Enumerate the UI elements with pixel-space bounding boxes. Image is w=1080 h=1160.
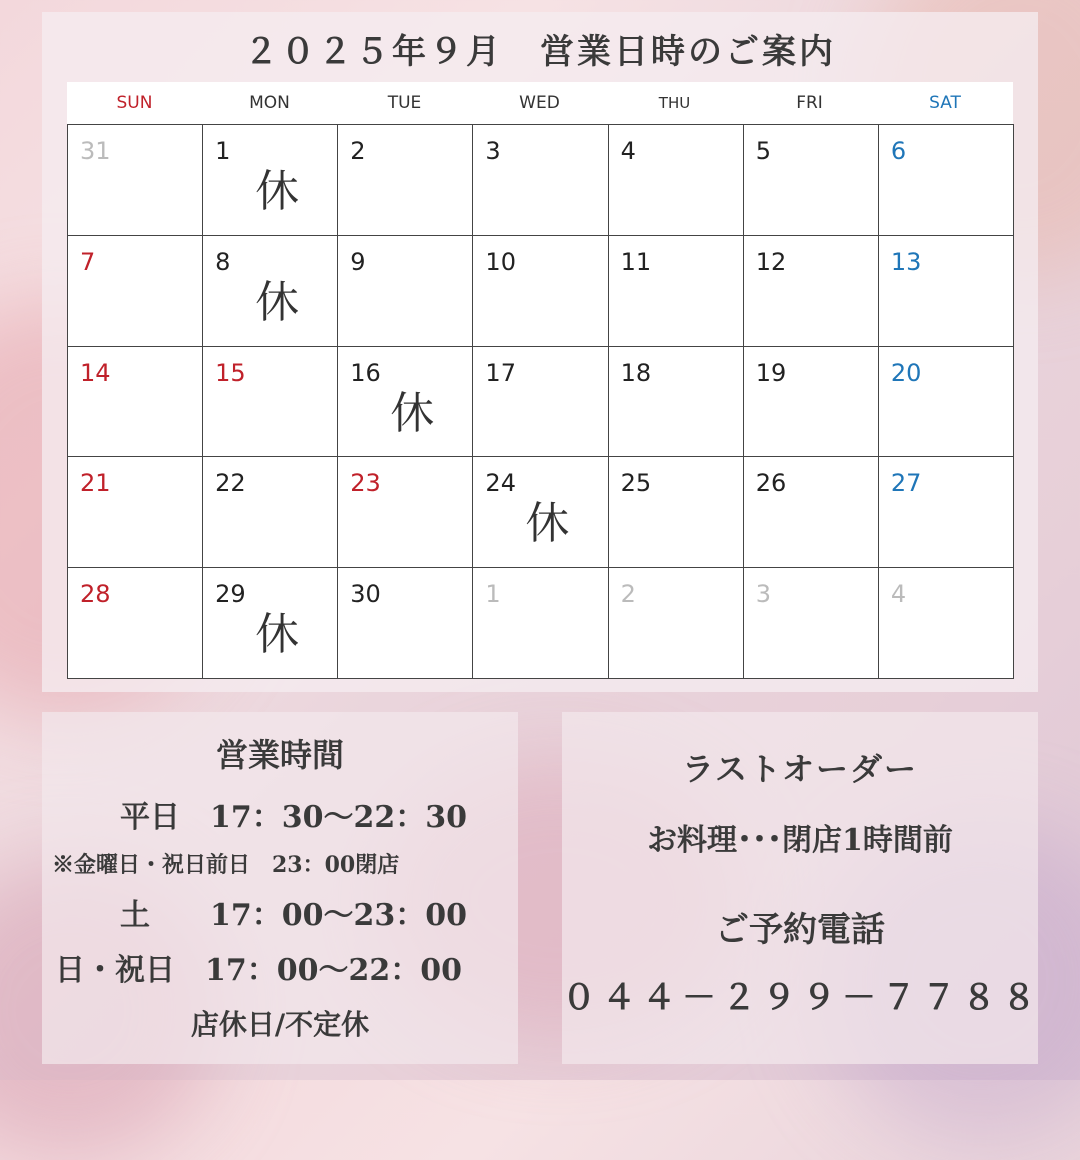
day-number: 2 <box>350 137 366 165</box>
weekday-wed: WED <box>519 93 560 113</box>
hours-note: ※金曜日・祝日前日 23：00閉店 <box>52 852 400 878</box>
calendar-day-cell <box>338 347 473 458</box>
closed-day-mark: 休 <box>255 609 300 661</box>
day-number: 28 <box>80 580 111 609</box>
calendar-day-cell <box>68 125 203 236</box>
day-number: 30 <box>350 580 381 609</box>
day-number: 21 <box>80 469 111 498</box>
day-number: 20 <box>890 358 922 387</box>
calendar-day-cell <box>473 125 608 236</box>
weekday-header <box>67 82 1013 124</box>
day-number: 6 <box>890 137 907 165</box>
calendar-day-cell <box>879 457 1014 568</box>
closed-day-mark: 休 <box>255 276 300 328</box>
day-number: 27 <box>890 469 922 498</box>
calendar-day-cell <box>609 125 744 236</box>
calendar-day-cell <box>879 347 1014 458</box>
calendar-day-cell <box>338 568 473 679</box>
calendar-day-cell <box>744 236 879 347</box>
day-number: 29 <box>215 580 246 609</box>
last-order-heading: ラストオーダー <box>681 750 919 788</box>
calendar-day-cell <box>609 457 744 568</box>
calendar-day-cell <box>609 347 744 458</box>
day-number: 23 <box>350 469 381 498</box>
day-number: 1 <box>215 137 231 165</box>
calendar-day-cell <box>203 347 338 458</box>
closed-day-mark: 休 <box>390 387 435 439</box>
calendar-day-cell <box>744 347 879 458</box>
day-number: 17 <box>485 358 516 387</box>
day-number: 26 <box>755 469 787 498</box>
calendar-grid <box>67 124 1014 679</box>
day-number: 8 <box>215 247 231 276</box>
calendar-day-cell <box>203 125 338 236</box>
day-number: 15 <box>215 358 246 387</box>
calendar-day-cell <box>609 568 744 679</box>
calendar-day-cell <box>68 347 203 458</box>
day-number: 3 <box>485 137 501 165</box>
calendar-day-cell <box>338 125 473 236</box>
weekday-thu: THU <box>658 94 691 112</box>
calendar-day-cell <box>203 457 338 568</box>
calendar-day-cell <box>473 236 608 347</box>
calendar-day-cell <box>203 236 338 347</box>
day-number: 10 <box>485 247 516 276</box>
weekday-mon: MON <box>249 93 290 113</box>
weekday-sat: SAT <box>929 93 961 113</box>
day-number: 12 <box>755 247 787 276</box>
day-number: 11 <box>620 247 652 276</box>
hours-sunday-holiday: 日・祝日 17：00～22：00 <box>55 953 462 988</box>
weekday-sun: SUN <box>116 93 153 113</box>
calendar-day-cell <box>473 568 608 679</box>
day-number: 24 <box>485 469 516 498</box>
calendar-day-cell <box>68 568 203 679</box>
page-title: ２０２５年９月 営業日時のご案内 <box>244 32 836 72</box>
calendar-day-cell <box>879 568 1014 679</box>
weekday-tue: TUE <box>387 93 422 113</box>
calendar-day-cell <box>879 236 1014 347</box>
day-number: 16 <box>350 358 381 387</box>
day-number: 3 <box>755 580 771 609</box>
calendar-day-cell <box>609 236 744 347</box>
calendar-day-cell <box>338 457 473 568</box>
calendar-day-cell <box>879 125 1014 236</box>
calendar <box>67 82 1013 678</box>
calendar-day-cell <box>473 457 608 568</box>
day-number: 14 <box>80 358 111 387</box>
calendar-day-cell <box>68 457 203 568</box>
day-number: 7 <box>80 247 96 276</box>
last-order-food: お料理･･･閉店1時間前 <box>647 823 953 858</box>
hours-weekday: 平日 17：30～22：30 <box>120 800 467 835</box>
calendar-day-cell <box>68 236 203 347</box>
day-number: 31 <box>80 137 111 165</box>
day-number: 9 <box>350 247 366 276</box>
calendar-day-cell <box>744 568 879 679</box>
day-number: 13 <box>890 247 922 276</box>
day-number: 22 <box>215 469 246 498</box>
calendar-day-cell <box>744 125 879 236</box>
calendar-day-cell <box>338 236 473 347</box>
day-number: 19 <box>755 358 787 387</box>
hours-saturday: 土 17：00～23：00 <box>120 898 467 933</box>
weekday-fri: FRI <box>796 93 823 113</box>
closed-day-mark: 休 <box>525 498 570 550</box>
reservation-heading: ご予約電話 <box>715 910 885 950</box>
closed-days: 店休日/不定休 <box>190 1008 370 1041</box>
hours-heading: 営業時間 <box>215 736 344 774</box>
day-number: 2 <box>620 580 636 609</box>
reservation-phone[interactable]: ０４４－２９９－７７８８ <box>562 978 1042 1018</box>
day-number: 5 <box>755 137 771 165</box>
calendar-day-cell <box>203 568 338 679</box>
day-number: 1 <box>485 580 501 609</box>
calendar-day-cell <box>744 457 879 568</box>
calendar-day-cell <box>473 347 608 458</box>
closed-day-mark: 休 <box>255 166 300 217</box>
day-number: 4 <box>620 137 636 165</box>
day-number: 18 <box>620 358 652 387</box>
day-number: 25 <box>620 469 652 498</box>
day-number: 4 <box>890 580 907 609</box>
